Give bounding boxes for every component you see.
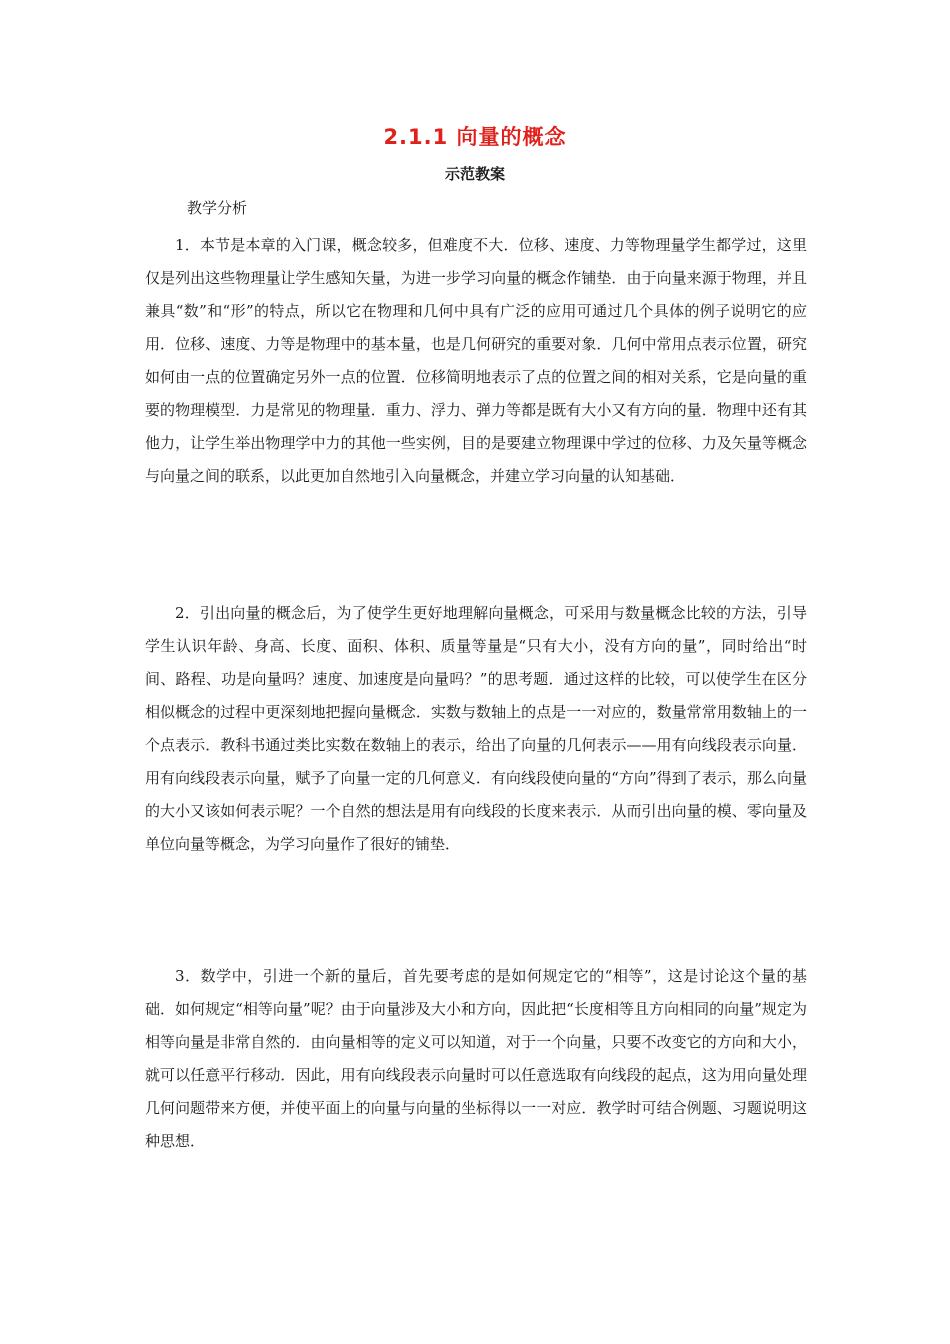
document-title: 2.1.1 向量的概念 [383, 125, 567, 149]
paragraph-2: 2．引出向量的概念后，为了使学生更好地理解向量概念，可采用与数量概念比较的方法，引导学生认识年龄、身高、长度、面积、体积、质量等量是“只有大小，没有方向的量”，同时给出“时间、路程、功是向量吗？速度、加速度是向量吗？”的思考题．通过这样的比较，可以使学生在区分相似概念的过程中更深刻地把握向量概念．实数与数轴上的点是一一对应的，数量常常用数轴上的一个点表示．教科书通过类比实数在数轴上的表示，给出了向量的几何表示——用有向线段表示向量．用有向线段表示向量，赋予了向量一定的几何意义．有向线段使向量的“方向”得到了表示，那么向量的大小又该如何表示呢？一个自然的想法是用有向线段的长度来表示．从而引出向量的模、零向量及单位向量等概念，为学习向量作了很好的铺垫． [145, 604, 807, 853]
paragraph-1: 1．本节是本章的入门课，概念较多，但难度不大．位移、速度、力等物理量学生都学过，这里仅是列出这些物理量让学生感知矢量，为进一步学习向量的概念作铺垫．由于向量来源于物理，并且兼具“数”和“形”的特点，所以它在物理和几何中具有广泛的应用可通过几个具体的例子说明它的应用．位移、速度、力等是物理中的基本量，也是几何研究的重要对象．几何中常用点表示位置，研究如何由一点的位置确定另外一点的位置．位移简明地表示了点的位置之间的相对关系，它是向量的重要的物理模型．力是常见的物理量．重力、浮力、弹力等都是既有大小又有方向的量．物理中还有其他力，让学生举出物理学中力的其他一些实例，目的是要建立物理课中学过的位移、力及矢量等概念与向量之间的联系，以此更加自然地引入向量概念，并建立学习向量的认知基础． [145, 236, 807, 485]
document-subtitle: 示范教案 [444, 165, 505, 183]
section-heading: 教学分析 [187, 199, 248, 217]
paragraph-3: 3．数学中，引进一个新的量后，首先要考虑的是如何规定它的“相等”，这是讨论这个量的基础．如何规定“相等向量”呢？由于向量涉及大小和方向，因此把“长度相等且方向相同的向量”规定为相等向量是非常自然的．由向量相等的定义可以知道，对于一个向量，只要不改变它的方向和大小，就可以任意平行移动．因此，用有向线段表示向量时可以任意选取有向线段的起点，这为用向量处理几何问题带来方便，并使平面上的向量与向量的坐标得以一一对应．教学时可结合例题、习题说明这种思想． [145, 967, 807, 1150]
